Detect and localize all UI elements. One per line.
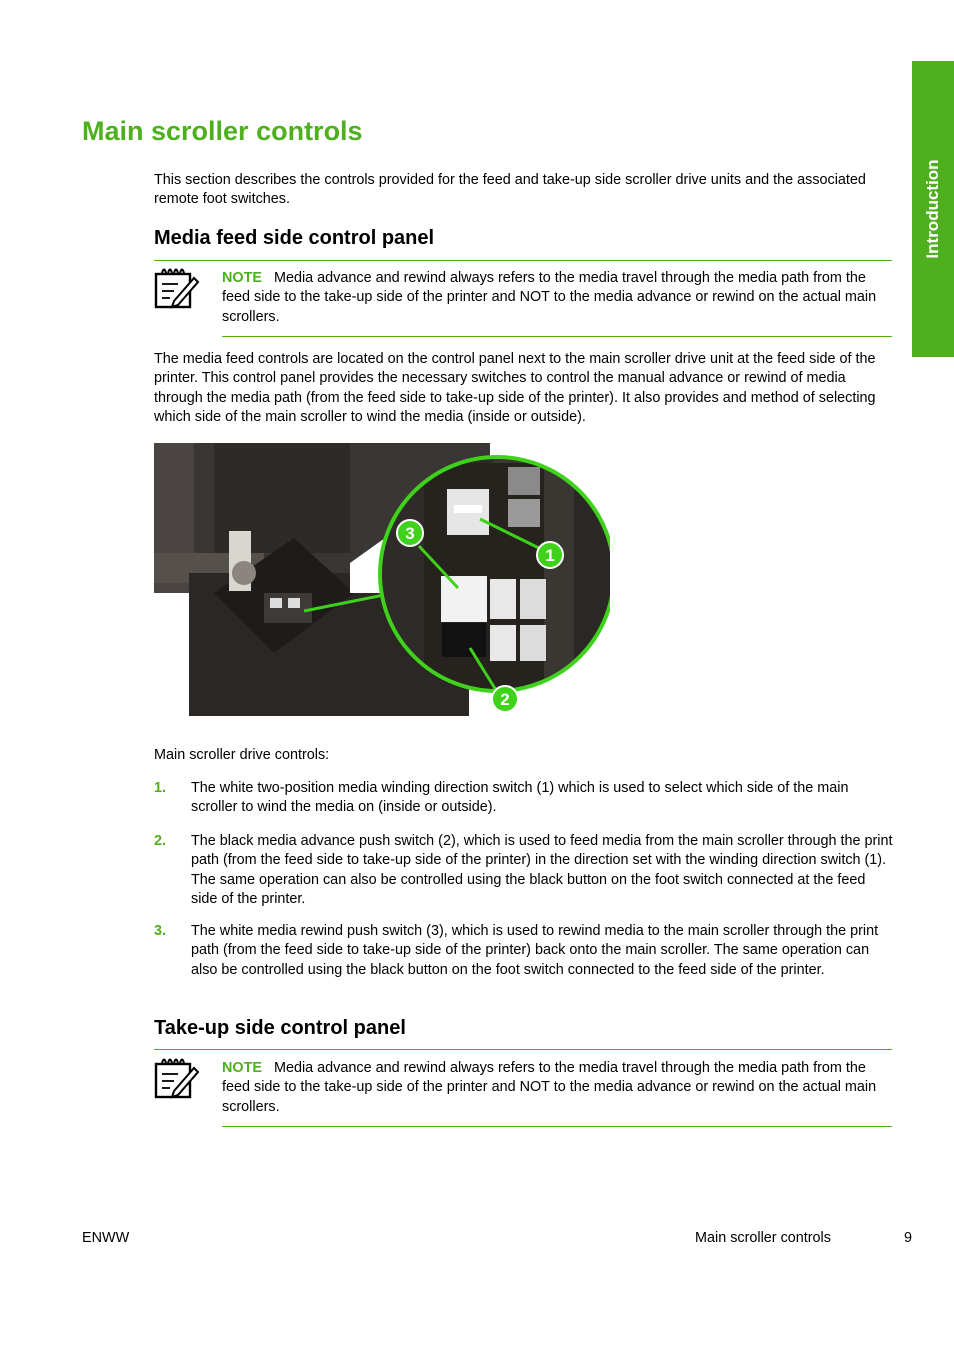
intro-paragraph: This section describes the controls provided for the feed and take-up side scroller drive units and the associated remote foot switches. <box>154 172 866 208</box>
note-label: NOTE <box>222 270 262 286</box>
callout-1: 1 <box>545 546 555 565</box>
list-text: The white media rewind push switch (3), which is used to rewind media to the main scroller through the print path (from the feed side to take-up side of the printer) back onto the main scroller. The same operation can also be controlled using the black button on the foot switch connected to the feed side of the printer. <box>191 923 879 978</box>
note-icon <box>154 1054 200 1100</box>
note-rule <box>222 1126 892 1127</box>
heading-rule <box>154 260 892 261</box>
note-label: NOTE <box>222 1060 262 1076</box>
note-rule <box>222 336 892 337</box>
side-tab-label: Introduction <box>923 159 942 259</box>
footer-section: Main scroller controls <box>695 1230 831 1246</box>
note-icon <box>154 264 200 310</box>
note-body: Media advance and rewind always refers to the media travel through the media path from the feed side to the take-up side of the printer and NOT to the media advance or rewind on the actual main scrollers. <box>222 1060 877 1115</box>
section-heading-feed: Media feed side control panel <box>154 227 435 249</box>
note-text <box>222 1059 894 1117</box>
list-number: 2. <box>154 833 167 849</box>
list-text: The black media advance push switch (2), which is used to feed media from the main scroller through the print path (from the feed side to take-up side of the printer) in the direction set with the winding direction switch (1). The same operation can also be controlled using the black button on the foot switch connected at the feed side of the printer. <box>191 833 893 907</box>
callout-2: 2 <box>500 690 510 709</box>
list-text: The white two-position media winding direction switch (1) which is used to select which side of the main scroller to wind the media on (inside or outside). <box>191 780 849 816</box>
feed-paragraph: The media feed controls are located on the control panel next to the main scroller drive unit at the feed side of the printer. This control panel provides the necessary switches to control the manual advance or rewind of media through the media path (from the feed side to take-up side of the printer). It also provides and method of selecting which side of the main scroller to wind the media (inside or outside). <box>154 351 876 425</box>
callout-1-marker <box>537 542 563 568</box>
section-heading-takeup: Take-up side control panel <box>154 1017 406 1039</box>
photo-caption: Main scroller drive controls: <box>154 747 330 763</box>
page-number: 9 <box>904 1230 913 1246</box>
control-panel-photo <box>154 443 610 716</box>
page-title: Main scroller controls <box>82 116 363 146</box>
note-body: Media advance and rewind always refers to the media travel through the media path from the feed side to the take-up side of the printer and NOT to the media advance or rewind on the actual main scrollers. <box>222 270 877 325</box>
list-number: 3. <box>154 923 167 939</box>
side-tab <box>912 61 954 357</box>
footer-left: ENWW <box>82 1230 130 1246</box>
heading-rule <box>154 1049 892 1050</box>
list-number: 1. <box>154 780 167 796</box>
callout-2-marker <box>492 686 518 712</box>
callout-3-marker <box>397 520 423 546</box>
note-text <box>222 269 894 327</box>
callout-3: 3 <box>405 524 415 543</box>
